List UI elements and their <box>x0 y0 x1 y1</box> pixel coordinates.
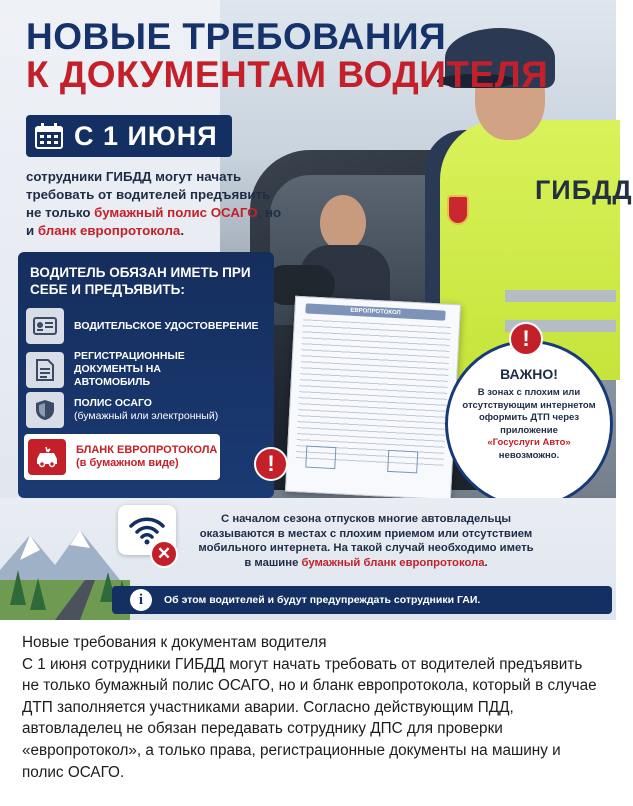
vest-label: ГИБДД <box>535 175 633 205</box>
season-highlight: бумажный бланк европротокола <box>301 556 485 569</box>
info-icon: i <box>130 589 152 611</box>
article-caption <box>22 632 602 783</box>
document-item-europrotocol <box>24 434 220 480</box>
document-label-sub: (в бумажном виде) <box>76 457 179 469</box>
driver-head <box>320 195 366 251</box>
shield-icon <box>26 392 64 428</box>
season-text <box>196 512 536 570</box>
form-box <box>305 446 336 470</box>
intro-highlight: бумажный полис ОСАГО <box>94 205 258 220</box>
season-text-part: . <box>484 556 488 569</box>
document-item-license <box>26 308 259 344</box>
caption-body: С 1 июня сотрудники ГИБДД могут начать требовать от водителей предъявить не только бумажный полис ОСАГО, но и бланк европротокола, который в случае ДТП заполняется участниками аварии. Согласно действующим ПДД, автовладелец не обязан передавать сотруднику ДПС для проверки «европротокол», а только права, регистрационные документы на машину и полис ОСАГО. <box>22 655 597 781</box>
document-label-main: ПОЛИС ОСАГО <box>74 397 152 409</box>
intro-text <box>26 168 286 240</box>
no-signal-icon: ✕ <box>150 540 178 568</box>
car-crash-icon <box>28 439 66 475</box>
season-text-part: С началом сезона отпусков многие автовладельцы оказываются в местах с плохим приемом или отсутствием мобильного интернета. На такой случай необходимо иметь в машине <box>198 513 534 569</box>
warning-icon: ! <box>254 447 288 481</box>
document-label-sub: (бумажный или электронный) <box>74 410 219 422</box>
document-label: ВОДИТЕЛЬСКОЕ УДОСТОВЕРЕНИЕ <box>74 319 259 332</box>
document-icon <box>26 352 64 388</box>
vest-stripe <box>505 290 616 302</box>
intro-text-part: сотрудники ГИБДД могут начать требовать от водителей предъявить не только <box>26 169 271 220</box>
info-bar <box>112 586 612 614</box>
document-label: РЕГИСТРАЦИОННЫЕ ДОКУМЕНТЫ НА АВТОМОБИЛЬ <box>74 350 185 388</box>
title-line-1: НОВЫЕ ТРЕБОВАНИЯ <box>26 16 447 57</box>
important-text-part: невозможно. <box>498 449 560 461</box>
intro-text-part: , но и <box>26 205 282 238</box>
caption-title: Новые требования к документам водителя <box>22 634 327 651</box>
intro-highlight: бланк европротокола <box>37 223 181 238</box>
panel-heading: ВОДИТЕЛЬ ОБЯЗАН ИМЕТЬ ПРИ СЕБЕ И ПРЕДЪЯВИТЬ: <box>30 265 251 297</box>
important-title: ВАЖНО! <box>500 366 558 382</box>
calendar-icon <box>34 122 64 150</box>
road-landscape-icon <box>0 510 130 620</box>
important-text-part: В зонах с плохим или отсутствующим интернетом оформить ДТП через приложение <box>462 387 596 436</box>
document-label <box>76 444 217 470</box>
important-highlight: «Госуслуги Авто» <box>487 437 571 448</box>
info-text: Об этом водителей и будут предупреждать сотрудники ГАИ. <box>164 594 481 606</box>
form-lines <box>296 319 451 467</box>
date-banner <box>26 115 232 157</box>
europrotocol-form-illustration <box>285 296 461 500</box>
document-item-registration <box>26 350 234 389</box>
id-card-icon <box>26 308 64 344</box>
document-label <box>74 397 218 423</box>
document-label-main: БЛАНК ЕВРОПРОТОКОЛА <box>76 444 218 456</box>
intro-text-part: . <box>180 223 185 238</box>
poster-title <box>26 18 548 94</box>
police-badge-icon <box>447 195 469 225</box>
title-line-2: К ДОКУМЕНТАМ ВОДИТЕЛЯ <box>26 54 549 95</box>
date-label: С 1 ИЮНЯ <box>74 120 218 151</box>
form-box <box>387 450 418 474</box>
exclamation-icon: ! <box>509 322 543 356</box>
important-text <box>456 387 602 462</box>
document-item-osago <box>26 392 218 428</box>
form-title: ЕВРОПРОТОКОЛ <box>305 303 445 320</box>
